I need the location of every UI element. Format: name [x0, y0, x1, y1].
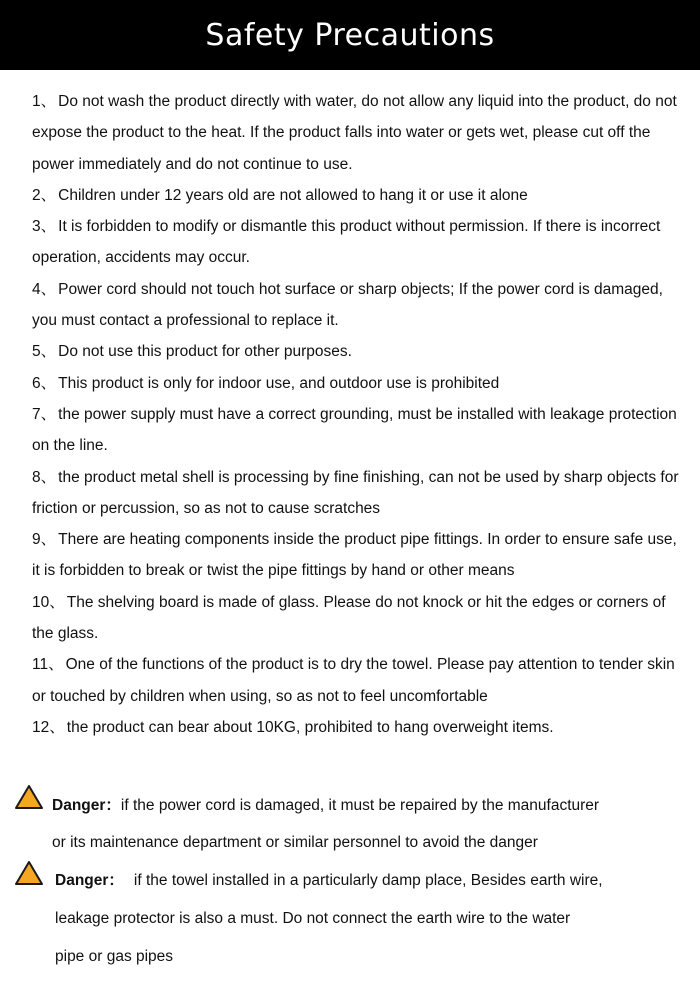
item-number: 12 — [32, 718, 50, 736]
precaution-item — [32, 649, 684, 712]
item-number: 10 — [32, 593, 50, 611]
header-bar — [0, 0, 700, 70]
item-separator: 、 — [48, 656, 64, 674]
danger-label: Danger： — [52, 797, 121, 814]
item-number: 2 — [32, 186, 41, 204]
item-text: This product is only for indoor use, and outdoor use is prohibited — [58, 374, 500, 392]
warning-line-2: or its maintenance department or similar personnel to avoid the danger — [52, 834, 538, 851]
item-number: 7 — [32, 405, 41, 423]
warning-text — [52, 787, 684, 861]
item-separator: 、 — [49, 593, 65, 611]
page-title: Safety Precautions — [205, 17, 495, 53]
item-separator: 、 — [40, 218, 57, 236]
item-separator: 、 — [40, 405, 57, 423]
warning-line-1: if the towel installed in a particularly damp place, Besides earth wire, — [133, 872, 603, 889]
warning-line-1: if the power cord is damaged, it must be repaired by the manufacturer — [120, 797, 600, 814]
warning-line — [55, 862, 685, 900]
precaution-item — [32, 180, 684, 211]
danger-warning — [14, 784, 684, 864]
item-separator: 、 — [40, 468, 57, 486]
item-number: 1 — [32, 93, 41, 110]
precaution-item — [32, 399, 684, 462]
item-number: 4 — [32, 280, 41, 298]
precaution-item — [32, 274, 684, 337]
item-text: It is forbidden to modify or dismantle this product without permission. If there is incorrect operation, accidents may occur. — [32, 218, 661, 267]
warning-line — [52, 787, 684, 824]
precaution-item — [32, 211, 684, 274]
precaution-item — [32, 712, 684, 743]
precaution-item — [32, 368, 684, 399]
item-number: 11 — [32, 656, 49, 674]
item-text: There are heating components inside the product pipe fittings. In order to ensure safe use, it is forbidden to break or twist the pipe fittings by hand or other means — [32, 531, 677, 580]
warning-text — [55, 862, 685, 976]
danger-warning — [14, 858, 684, 978]
item-text: the product can bear about 10KG, prohibited to hang overweight items. — [66, 718, 554, 736]
item-text: the product metal shell is processing by fine finishing, can not be used by sharp objects for friction or percussion, so as not to cause scratches — [32, 468, 679, 517]
item-separator: 、 — [49, 718, 65, 736]
precaution-item — [32, 86, 684, 180]
precaution-item — [32, 524, 684, 587]
item-separator: 、 — [40, 280, 57, 298]
warning-triangle-icon — [14, 784, 44, 810]
warning-line-3: pipe or gas pipes — [55, 948, 174, 965]
item-separator: 、 — [40, 186, 57, 204]
item-separator: 、 — [40, 343, 57, 361]
item-text: Children under 12 years old are not allowed to hang it or use it alone — [58, 186, 528, 204]
item-number: 9 — [32, 531, 41, 549]
warning-line-2: leakage protector is also a must. Do not connect the earth wire to the water — [55, 910, 571, 927]
precaution-item — [32, 462, 684, 525]
item-number: 5 — [32, 343, 41, 361]
item-text: Do not use this product for other purposes. — [58, 343, 352, 361]
item-number: 8 — [32, 468, 41, 486]
item-separator: 、 — [40, 531, 57, 549]
item-number: 6 — [32, 374, 41, 392]
item-text: One of the functions of the product is to dry the towel. Please pay attention to tender skin or touched by children when using, so as not to feel uncomfortable — [32, 656, 675, 705]
precautions-list — [32, 86, 684, 743]
item-separator: 、 — [40, 374, 57, 392]
item-text: The shelving board is made of glass. Please do not knock or hit the edges or corners of the glass. — [32, 593, 666, 643]
warning-triangle-icon — [14, 860, 44, 886]
item-number: 3 — [32, 218, 41, 236]
item-text: Do not wash the product directly with water, do not allow any liquid into the product, do not expose the product to the heat. If the product falls into water or gets wet, please cut off the power immediately and do not continue to use. — [32, 93, 677, 173]
item-text: Power cord should not touch hot surface or sharp objects; If the power cord is damaged, you must contact a professional to replace it. — [32, 280, 663, 330]
precaution-item — [32, 336, 684, 367]
item-text: the power supply must have a correct grounding, must be installed with leakage protection on the line. — [32, 405, 677, 455]
precaution-item — [32, 587, 684, 650]
danger-label: Danger： — [55, 872, 124, 889]
item-separator: 、 — [40, 93, 57, 110]
